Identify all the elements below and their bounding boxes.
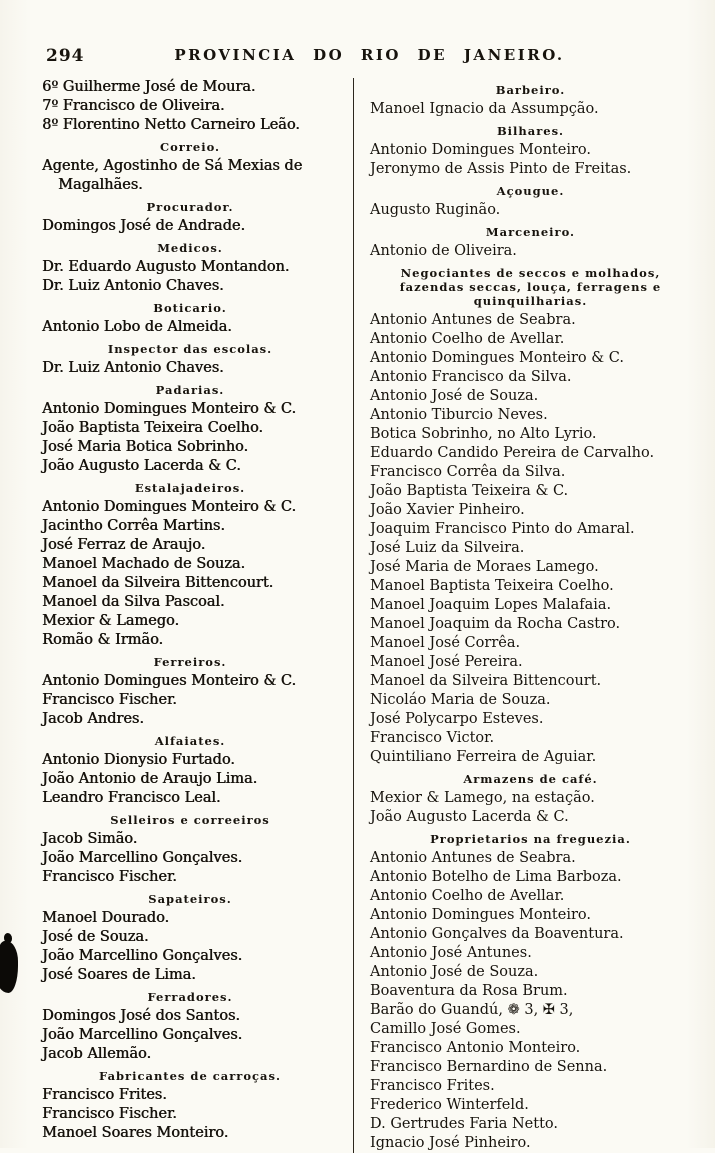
directory-entry: João Xavier Pinheiro.	[370, 502, 525, 518]
directory-entry: Eduardo Candido Pereira de Carvalho.	[370, 445, 655, 461]
section-heading: Inspector das escolas.	[107, 342, 273, 356]
section-heading: Padarias.	[155, 383, 225, 397]
numbered-entry: 7º Francisco de Oliveira.	[42, 98, 225, 114]
directory-entry: Manoel da Silva Pascoal.	[42, 594, 225, 610]
section-heading: Selleiros e correeiros	[110, 813, 270, 827]
directory-entry: Manoel Ignacio da Assumpção.	[370, 101, 599, 117]
directory-entry: Francisco Fischer.	[42, 1106, 177, 1122]
directory-entry: Antonio Domingues Monteiro & C.	[42, 499, 296, 515]
directory-entry: Antonio Antunes de Seabra.	[370, 312, 576, 328]
right-column	[357, 78, 705, 1153]
section-heading: Barbeiro.	[495, 83, 566, 97]
directory-entry: Barão do Guandú, ❁ 3, ✠ 3,	[370, 1002, 574, 1018]
directory-entry: Ignacio José Pinheiro.	[370, 1135, 531, 1151]
directory-entry: Antonio de Oliveira.	[370, 243, 517, 259]
directory-entry: Domingos José dos Santos.	[42, 1008, 240, 1024]
directory-entry: Jacob Simão.	[42, 831, 138, 847]
directory-entry: Jacob Andres.	[42, 711, 144, 727]
directory-entry: João Marcellino Gonçalves.	[42, 1027, 243, 1043]
section-heading: Correio.	[159, 140, 221, 154]
section-heading: Alfaiates.	[154, 734, 226, 748]
directory-entry: Antonio Antunes de Seabra.	[370, 850, 576, 866]
section-heading: Açougue.	[496, 184, 565, 198]
directory-entry: Francisco Bernardino de Senna.	[370, 1059, 608, 1075]
directory-entry: Antonio José de Souza.	[370, 388, 539, 404]
directory-entry: Mexior & Lamego, na estação.	[370, 790, 595, 806]
directory-entry: Antonio Domingues Monteiro.	[370, 142, 591, 158]
directory-entry: Leandro Francisco Leal.	[42, 790, 221, 806]
directory-entry: Mexior & Lamego.	[42, 613, 179, 629]
directory-entry: Francisco Frites.	[42, 1087, 167, 1103]
section-heading: Boticario.	[153, 301, 227, 315]
directory-entry: João Baptista Teixeira Coelho.	[42, 420, 263, 436]
page-header	[34, 42, 705, 74]
directory-entry: João Augusto Lacerda & C.	[370, 809, 569, 825]
numbered-entry: 6º Guilherme José de Moura.	[42, 79, 256, 95]
directory-entry: Manoel Soares Monteiro.	[42, 1125, 229, 1141]
directory-entry: José Ferraz de Araujo.	[42, 537, 206, 553]
left-column	[34, 78, 350, 1153]
directory-entry: Frederico Winterfeld.	[370, 1097, 529, 1113]
directory-entry: Manoel da Silveira Bittencourt.	[42, 575, 274, 591]
directory-entry: D. Gertrudes Faria Netto.	[370, 1116, 558, 1132]
directory-entry: Romão & Irmão.	[42, 632, 164, 648]
directory-entry: Antonio Gonçalves da Boaventura.	[370, 926, 624, 942]
directory-entry: Antonio Domingues Monteiro & C.	[42, 673, 296, 689]
directory-entry: Antonio Francisco da Silva.	[370, 369, 572, 385]
directory-entry: Manoel Joaquim da Rocha Castro.	[370, 616, 621, 632]
section-heading: Ferradores.	[147, 990, 233, 1004]
directory-entry: Manoel José Pereira.	[370, 654, 523, 670]
directory-entry: Antonio Domingues Monteiro.	[370, 907, 591, 923]
directory-entry: Manoel José Corrêa.	[370, 635, 521, 651]
two-column-layout	[34, 78, 705, 1153]
directory-entry: Jeronymo de Assis Pinto de Freitas.	[370, 161, 632, 177]
section-heading: Fabricantes de carroças.	[99, 1069, 281, 1083]
directory-entry: Jacintho Corrêa Martins.	[42, 518, 225, 534]
directory-entry: José Maria de Moraes Lamego.	[370, 559, 599, 575]
directory-entry: João Marcellino Gonçalves.	[42, 948, 243, 964]
directory-entry: Francisco Antonio Monteiro.	[370, 1040, 581, 1056]
page-number: 294	[46, 46, 85, 66]
directory-entry: Antonio Tiburcio Neves.	[370, 407, 548, 423]
section-heading: Negociantes de seccos e molhados, fazendas seccas, louça, ferragens e quinquilharias.	[399, 266, 662, 308]
directory-entry: Antonio Lobo de Almeida.	[42, 319, 232, 335]
ink-blot	[0, 941, 18, 993]
directory-entry: José de Souza.	[42, 929, 149, 945]
directory-entry: Francisco Corrêa da Silva.	[370, 464, 566, 480]
section-heading: Sapateiros.	[148, 892, 232, 906]
section-heading: Bilhares.	[496, 124, 565, 138]
directory-entry: João Augusto Lacerda & C.	[42, 458, 241, 474]
directory-entry: Francisco Frites.	[370, 1078, 495, 1094]
column-divider	[353, 78, 354, 1153]
directory-entry: José Soares de Lima.	[42, 967, 196, 983]
directory-entry: Boaventura da Rosa Brum.	[370, 983, 568, 999]
directory-entry: João Antonio de Araujo Lima.	[42, 771, 258, 787]
directory-entry: Manoel Machado de Souza.	[42, 556, 245, 572]
directory-entry: Botica Sobrinho, no Alto Lyrio.	[370, 426, 597, 442]
directory-entry: Domingos José de Andrade.	[42, 218, 245, 234]
directory-entry: Antonio José Antunes.	[370, 945, 532, 961]
section-heading: Proprietarios na freguezia.	[430, 832, 631, 846]
directory-entry: Jacob Allemão.	[42, 1046, 152, 1062]
directory-entry: Antonio Domingues Monteiro & C.	[370, 350, 624, 366]
directory-entry: Francisco Fischer.	[42, 692, 177, 708]
directory-entry: Antonio José de Souza.	[370, 964, 539, 980]
numbered-entry: 8º Florentino Netto Carneiro Leão.	[42, 117, 300, 133]
directory-entry: Quintiliano Ferreira de Aguiar.	[370, 749, 597, 765]
directory-entry: Joaquim Francisco Pinto do Amaral.	[370, 521, 635, 537]
page-title: PROVINCIA DO RIO DE JANEIRO.	[174, 46, 565, 64]
section-heading: Marceneiro.	[485, 225, 576, 239]
section-heading: Medicos.	[157, 241, 223, 255]
directory-entry: Antonio Botelho de Lima Barboza.	[370, 869, 622, 885]
section-heading: Armazens de café.	[463, 772, 598, 786]
section-heading: Estalajadeiros.	[134, 481, 246, 495]
directory-entry: Francisco Fischer.	[42, 869, 177, 885]
directory-entry: Antonio Coelho de Avellar.	[370, 888, 565, 904]
directory-entry: José Polycarpo Esteves.	[370, 711, 544, 727]
directory-entry: Nicoláo Maria de Souza.	[370, 692, 551, 708]
directory-entry: Camillo José Gomes.	[370, 1021, 521, 1037]
directory-entry: João Baptista Teixeira & C.	[370, 483, 569, 499]
directory-entry: Augusto Ruginão.	[370, 202, 501, 218]
section-heading: Ferreiros.	[153, 655, 227, 669]
directory-entry: José Luiz da Silveira.	[370, 540, 525, 556]
directory-entry: Manoel da Silveira Bittencourt.	[370, 673, 602, 689]
directory-entry: Manoel Baptista Teixeira Coelho.	[370, 578, 614, 594]
directory-entry: Dr. Eduardo Augusto Montandon.	[42, 259, 290, 275]
directory-entry: Manoel Dourado.	[42, 910, 170, 926]
directory-entry: Antonio Domingues Monteiro & C.	[42, 401, 296, 417]
directory-entry: Antonio Dionysio Furtado.	[42, 752, 235, 768]
directory-entry: Antonio Coelho de Avellar.	[370, 331, 565, 347]
directory-entry: Dr. Luiz Antonio Chaves.	[42, 278, 224, 294]
section-heading: Procurador.	[146, 200, 234, 214]
directory-entry: João Marcellino Gonçalves.	[42, 850, 243, 866]
directory-entry: Francisco Victor.	[370, 730, 495, 746]
directory-entry: Agente, Agostinho de Sá Mexias de Magalhães.	[42, 158, 303, 193]
directory-entry: Dr. Luiz Antonio Chaves.	[42, 360, 224, 376]
directory-entry: Manoel Joaquim Lopes Malafaia.	[370, 597, 612, 613]
directory-entry: José Maria Botica Sobrinho.	[42, 439, 248, 455]
